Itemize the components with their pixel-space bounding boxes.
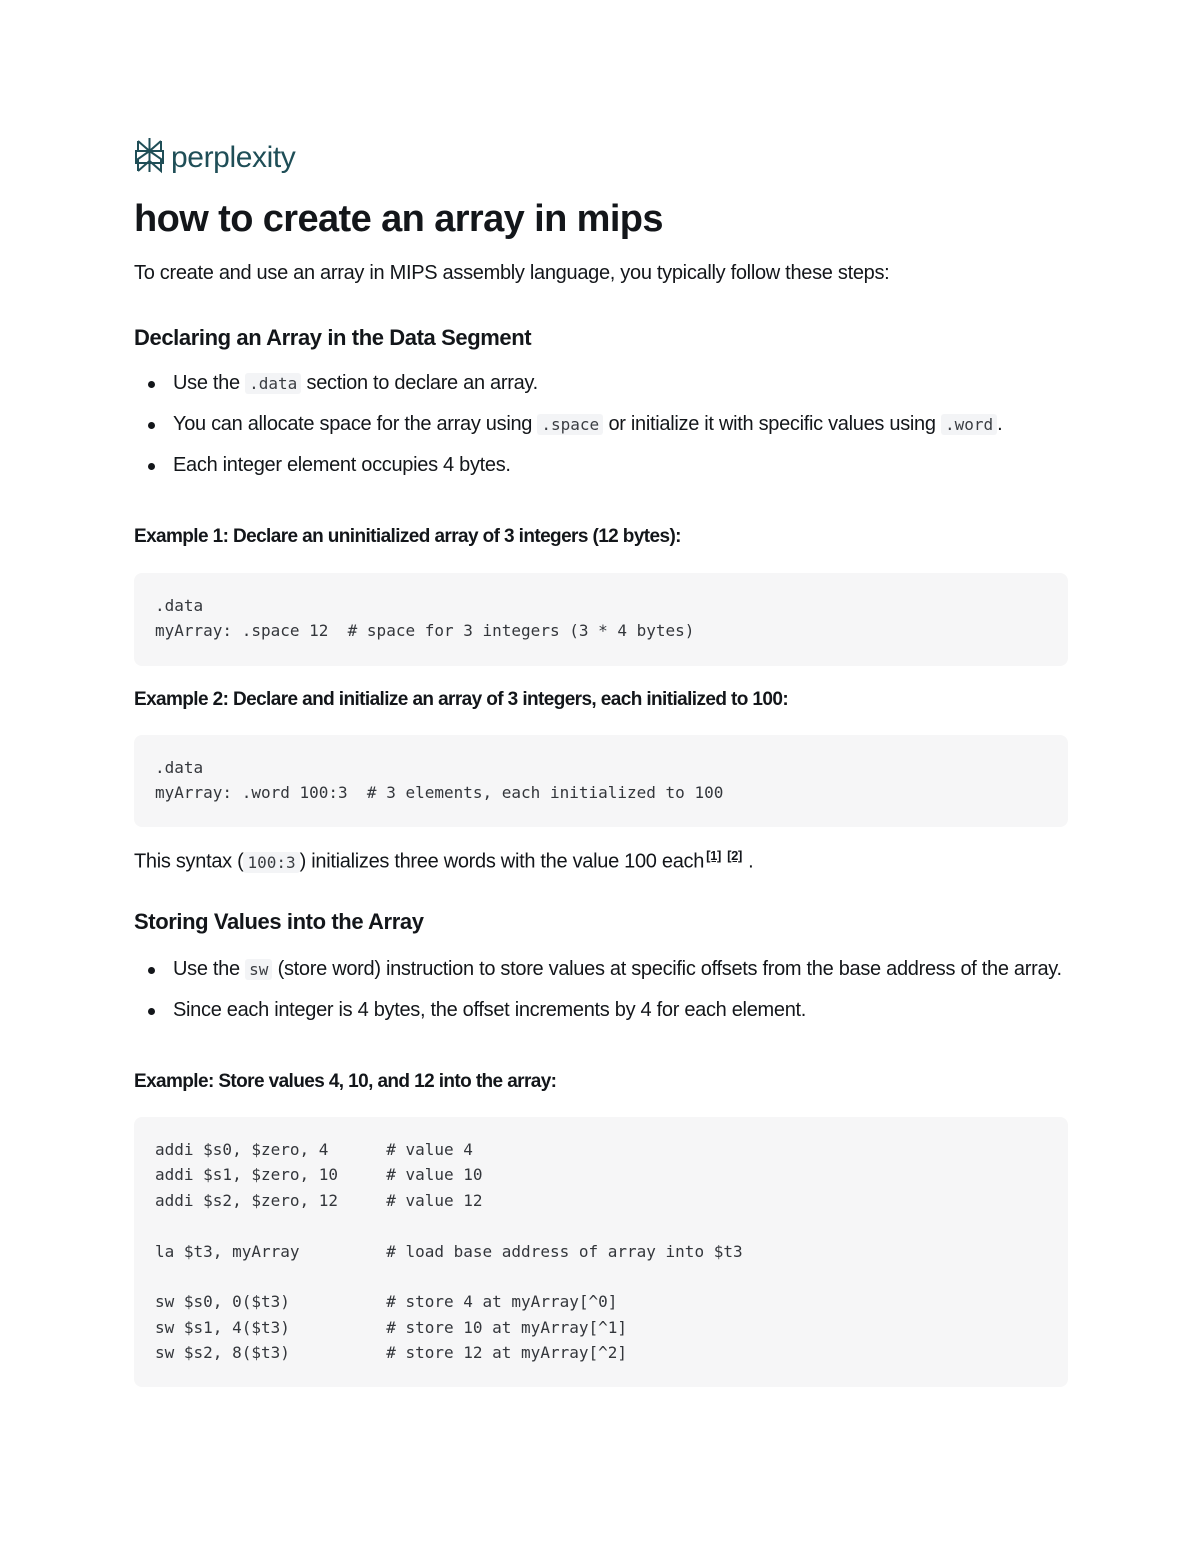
citation-link-2[interactable]: [2] (727, 848, 743, 863)
list-item: Each integer element occupies 4 bytes. (134, 450, 1068, 481)
bullet-list-storing (134, 954, 1068, 1036)
list-item: Since each integer is 4 bytes, the offset increments by 4 for each element. (134, 995, 1068, 1026)
example-store-label: Example: Store values 4, 10, and 12 into the array: (134, 1071, 557, 1092)
text-span: . (748, 850, 754, 873)
text-span: ) initializes three words with the value 100 each (299, 850, 705, 873)
code-line: sw $s2, 8($t3) # store 12 at myArray[^2] (155, 1343, 628, 1363)
code-block-example-2 (134, 735, 1068, 827)
code-line: myArray: .word 100:3 # 3 elements, each initialized to 100 (155, 783, 724, 803)
syntax-note (134, 848, 753, 874)
code-line: myArray: .space 12 # space for 3 integers (3 * 4 bytes) (155, 621, 695, 641)
text-span: or initialize it with specific values using (603, 413, 941, 435)
list-item (134, 954, 1068, 985)
code-line: addi $s0, $zero, 4 # value 4 (155, 1140, 473, 1159)
section-heading-storing: Storing Values into the Array (134, 909, 424, 934)
example-2-label: Example 2: Declare and initialize an array of 3 integers, each initialized to 100: (134, 689, 789, 710)
inline-code: .data (245, 373, 301, 394)
intro-text: To create and use an array in MIPS assembly language, you typically follow these steps: (134, 262, 890, 284)
text-span: section to declare an array. (301, 372, 538, 394)
example-1-label: Example 1: Declare an uninitialized array of 3 integers (12 bytes): (134, 526, 681, 547)
code-block-example-1 (134, 573, 1068, 666)
code-line: .data (155, 758, 204, 777)
code-line (155, 1264, 1047, 1289)
page-title: how to create an array in mips (134, 198, 663, 240)
inline-code: .space (537, 414, 603, 435)
inline-code: .word (941, 414, 997, 435)
text-span: This syntax ( (134, 850, 244, 873)
text-span: Use the (173, 958, 246, 980)
code-line: la $t3, myArray # load base address of array into $t3 (155, 1241, 743, 1261)
section-heading-declaring: Declaring an Array in the Data Segment (134, 325, 532, 350)
list-item (134, 368, 1068, 399)
perplexity-logo-icon (134, 136, 165, 179)
code-line (155, 1213, 1047, 1238)
inline-code: sw (245, 959, 272, 980)
code-line: sw $s1, 4($t3) # store 10 at myArray[^1] (155, 1317, 628, 1337)
text-span: (store word) instruction to store values at specific offsets from the base address of the array. (272, 958, 1062, 980)
text-span: . (997, 413, 1003, 435)
code-line: addi $s2, $zero, 12 # value 12 (155, 1190, 483, 1210)
list-item (134, 409, 1068, 440)
inline-code: 100:3 (243, 852, 299, 873)
text-span: You can allocate space for the array using (173, 413, 538, 435)
bullet-list-declaring (134, 368, 1068, 491)
brand-name: perplexity (171, 140, 296, 174)
code-block-store-example (134, 1117, 1068, 1387)
text-span: Use the (173, 372, 246, 394)
citations (706, 848, 748, 863)
code-line: .data (155, 596, 204, 615)
code-line: addi $s1, $zero, 10 # value 10 (155, 1165, 483, 1185)
brand-header (134, 136, 295, 179)
code-line: sw $s0, 0($t3) # store 4 at myArray[^0] (155, 1292, 618, 1312)
citation-link-1[interactable]: [1] (706, 848, 722, 863)
